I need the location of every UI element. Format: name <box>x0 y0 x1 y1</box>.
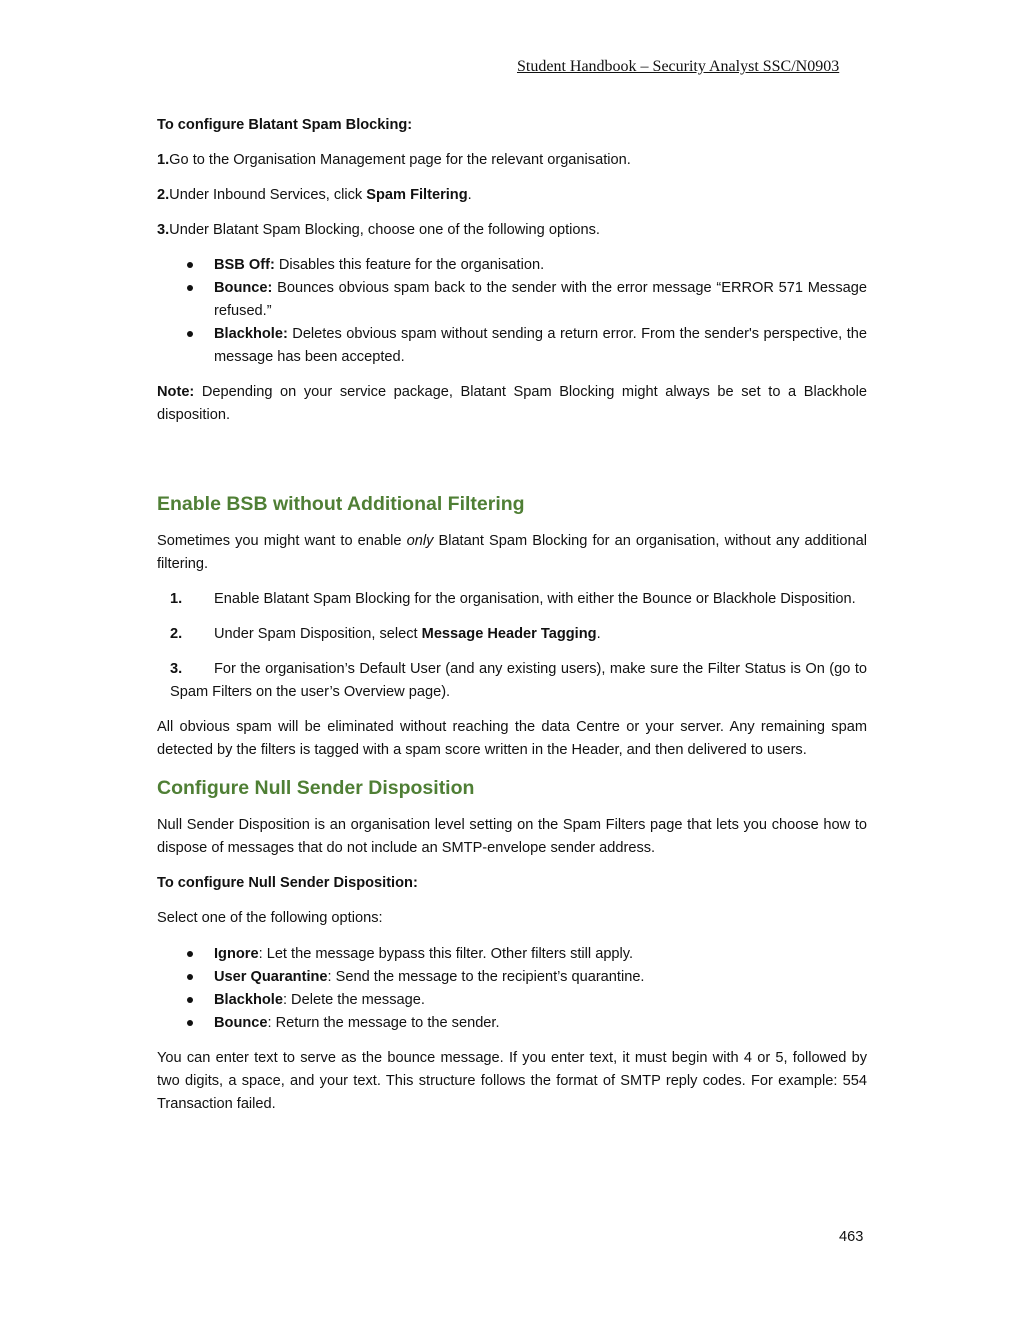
step-number: 3. <box>157 222 170 238</box>
option-text: : Send the message to the recipient’s quarantine. <box>327 969 645 985</box>
intro-emphasis: only <box>406 533 434 549</box>
null-sender-intro: Null Sender Disposition is an organisation level setting on the Spam Filters page that lets you choose how to dispose of messages that do not include an SMTP-envelope sender address. <box>157 817 867 856</box>
running-header: Student Handbook – Security Analyst SSC/N0903 <box>517 58 840 75</box>
page-number: 463 <box>839 1229 864 1245</box>
option-label: Bounce <box>214 1015 268 1031</box>
null-sender-options-list <box>157 943 867 1035</box>
step-text-end: . <box>596 626 601 642</box>
option-text: Deletes obvious spam without sending a return error. From the sender's perspective, the message has been accepted. <box>214 326 867 365</box>
list-item <box>157 1012 867 1035</box>
enable-bsb-intro <box>157 530 867 576</box>
options-lead: Select one of the following options: <box>157 910 383 926</box>
step-text: Under Inbound Services, click <box>169 187 367 203</box>
enable-step-1 <box>157 588 867 611</box>
option-label: Ignore <box>214 946 259 962</box>
list-item <box>157 943 867 966</box>
option-text: Bounces obvious spam back to the sender with the error message “ERROR 571 Message refused.” <box>214 280 867 319</box>
step-bold-term: Message Header Tagging <box>421 626 597 642</box>
list-item <box>157 323 867 369</box>
option-text: : Return the message to the sender. <box>267 1015 500 1031</box>
option-label: Blackhole <box>214 992 283 1008</box>
note-label: Note: <box>157 384 195 400</box>
option-text: Disables this feature for the organisation. <box>274 257 545 273</box>
intro-text: Sometimes you might want to enable <box>157 533 407 549</box>
step-text: Under Blatant Spam Blocking, choose one of the following options. <box>169 222 600 238</box>
subheading-configure-null-sender: To configure Null Sender Disposition: <box>157 875 418 891</box>
bsb-step-3 <box>157 219 867 242</box>
step-text: For the organisation’s Default User (and any existing users), make sure the Filter Status is On (go to Spam Filters on the user’s Overview page). <box>170 661 867 700</box>
option-text: : Let the message bypass this filter. Other filters still apply. <box>258 946 634 962</box>
intro-text-end: Blatant Spam Blocking for an organisation, without any additional filtering. <box>157 533 868 572</box>
step-text-end: . <box>467 187 472 203</box>
step-text: Enable Blatant Spam Blocking for the organisation, with either the Bounce or Blackhole Disposition. <box>214 591 856 607</box>
bsb-step-2 <box>157 184 867 207</box>
enable-step-2 <box>157 623 867 646</box>
option-label: BSB Off: <box>214 257 275 273</box>
list-item <box>157 254 867 277</box>
step-number: 2. <box>157 187 170 203</box>
option-label: Bounce: <box>214 280 273 296</box>
null-sender-closing: You can enter text to serve as the bounce message. If you enter text, it must begin with 4 or 5, followed by two digits, a space, and your text. This structure follows the format of SMTP reply codes. For example: 554 Transaction failed. <box>157 1050 867 1112</box>
step-number: 1. <box>157 152 170 168</box>
step-bold-term: Spam Filtering <box>366 187 468 203</box>
bsb-step-1 <box>157 149 867 172</box>
option-text: : Delete the message. <box>282 992 425 1008</box>
step-number: 3. <box>170 661 183 677</box>
note-text: Depending on your service package, Blatant Spam Blocking might always be set to a Blackhole disposition. <box>157 384 867 423</box>
note-paragraph <box>157 381 867 427</box>
bsb-options-list <box>157 254 867 369</box>
subheading-configure-bsb: To configure Blatant Spam Blocking: <box>157 117 413 133</box>
list-item <box>157 277 867 323</box>
enable-bsb-closing: All obvious spam will be eliminated without reaching the data Centre or your server. Any remaining spam detected by the filters is tagged with a spam score written in the Header, and then delivered to users. <box>157 719 867 758</box>
list-item <box>157 989 867 1012</box>
page-content <box>157 114 867 1116</box>
heading-null-sender: Configure Null Sender Disposition <box>157 777 475 799</box>
step-text: Go to the Organisation Management page for the relevant organisation. <box>169 152 631 168</box>
list-item <box>157 966 867 989</box>
enable-step-3 <box>157 658 867 704</box>
step-number: 1. <box>170 591 183 607</box>
option-label: Blackhole: <box>214 326 288 342</box>
step-number: 2. <box>170 626 183 642</box>
step-text: Under Spam Disposition, select <box>214 626 422 642</box>
option-label: User Quarantine <box>214 969 328 985</box>
heading-enable-bsb: Enable BSB without Additional Filtering <box>157 493 525 515</box>
